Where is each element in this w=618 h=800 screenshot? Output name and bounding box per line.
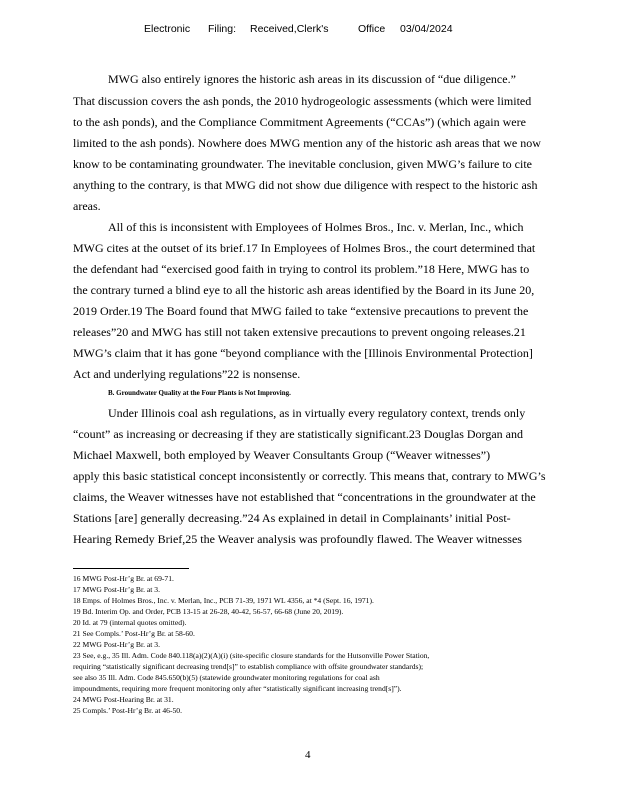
body-line: Hearing Remedy Brief,25 the Weaver analysis was profoundly flawed. The Weaver witnesses — [73, 532, 522, 546]
footnote: requiring “statistically significant decreasing trend[s]” to establish compliance with offsite groundwater standards); — [73, 662, 424, 671]
body-line: Stations [are] generally decreasing.”24 As explained in detail in Complainants’ initial Post- — [73, 511, 511, 525]
body-line: to the ash ponds), and the Compliance Commitment Agreements (“CCAs”) (which again were — [73, 115, 526, 129]
footnote: 24 MWG Post-Hearing Br. at 31. — [73, 695, 174, 704]
section-heading: B. Groundwater Quality at the Four Plants is Not Improving. — [108, 389, 291, 397]
body-line: releases”20 and MWG has still not taken extensive precautions to prevent ongoing releases.21 — [73, 325, 526, 339]
footnote: 21 See Compls.’ Post-Hr’g Br. at 58-60. — [73, 629, 195, 638]
body-line: limited to the ash ponds). Nowhere does MWG mention any of the historic ash areas that we now — [73, 136, 541, 150]
footnote: 16 MWG Post-Hr’g Br. at 69-71. — [73, 574, 174, 583]
body-line: areas. — [73, 199, 101, 213]
body-line: the defendant had “exercised good faith in trying to control its problem.”18 Here, MWG has to — [73, 262, 530, 276]
body-line: Michael Maxwell, both employed by Weaver Consultants Group (“Weaver witnesses”) — [73, 448, 491, 462]
footnote: 19 Bd. Interim Op. and Order, PCB 13-15 at 26-28, 40-42, 56-57, 66-68 (June 20, 2019). — [73, 607, 344, 616]
page-number: 4 — [305, 749, 311, 761]
footnote: 18 Emps. of Holmes Bros., Inc. v. Merlan, Inc., PCB 71-39, 1971 WL 4356, at *4 (Sept. 16, 1971). — [73, 596, 374, 605]
header-date: 03/04/2024 — [400, 23, 453, 35]
body-line: MWG cites at the outset of its brief.17 In Employees of Holmes Bros., the court determined that — [73, 241, 536, 255]
body-line: “count” as increasing or decreasing if they are statistically significant.23 Douglas Dorgan and — [73, 427, 523, 441]
header-filing: Filing: — [208, 23, 237, 35]
body-line: 2019 Order.19 The Board found that MWG failed to take “extensive precautions to prevent the — [73, 304, 529, 318]
body-line: anything to the contrary, is that MWG did not show due diligence with respect to the historic ash — [73, 178, 538, 192]
footnote: 22 MWG Post-Hr’g Br. at 3. — [73, 640, 160, 649]
body-line: All of this is inconsistent with Employees of Holmes Bros., Inc. v. Merlan, Inc., which — [108, 220, 524, 234]
footnote: 20 Id. at 79 (internal quotes omitted). — [73, 618, 187, 627]
footnote: 17 MWG Post-Hr’g Br. at 3. — [73, 585, 160, 594]
footnote: 25 Compls.’ Post-Hr’g Br. at 46-50. — [73, 706, 182, 715]
footnote: impoundments, requiring more frequent monitoring only after “statistically significant increasing trend[s]”). — [73, 684, 402, 693]
body-line: That discussion covers the ash ponds, the 2010 hydrogeologic assessments (which were limited — [73, 94, 532, 108]
footnote: 23 See, e.g., 35 Ill. Adm. Code 840.118(a)(2)(A)(i) (site-specific closure standards for the Hutsonville Power Station, — [73, 651, 430, 660]
footnote: see also 35 Ill. Adm. Code 845.650(b)(5) (statewide groundwater monitoring regulations for coal ash — [73, 673, 380, 682]
footnote-divider — [73, 568, 189, 569]
body-line: MWG’s claim that it has gone “beyond compliance with the [Illinois Environmental Protection] — [73, 346, 533, 360]
body-line: claims, the Weaver witnesses have not established that “concentrations in the groundwater at the — [73, 490, 536, 504]
body-line: Under Illinois coal ash regulations, as in virtually every regulatory context, trends only — [108, 406, 526, 420]
header-received: Received,Clerk's — [250, 23, 329, 35]
body-line: Act and underlying regulations”22 is nonsense. — [73, 367, 301, 381]
body-line: apply this basic statistical concept inconsistently or correctly. This means that, contrary to MWG’s — [73, 469, 546, 483]
body-line: know to be contaminating groundwater. The inevitable conclusion, given MWG’s failure to cite — [73, 157, 532, 171]
body-line: the contrary turned a blind eye to all the historic ash areas identified by the Board in its June 20, — [73, 283, 535, 297]
header-electronic: Electronic — [144, 23, 191, 35]
body-line: MWG also entirely ignores the historic ash areas in its discussion of “due diligence.” — [108, 72, 516, 86]
header-office: Office — [358, 23, 386, 35]
